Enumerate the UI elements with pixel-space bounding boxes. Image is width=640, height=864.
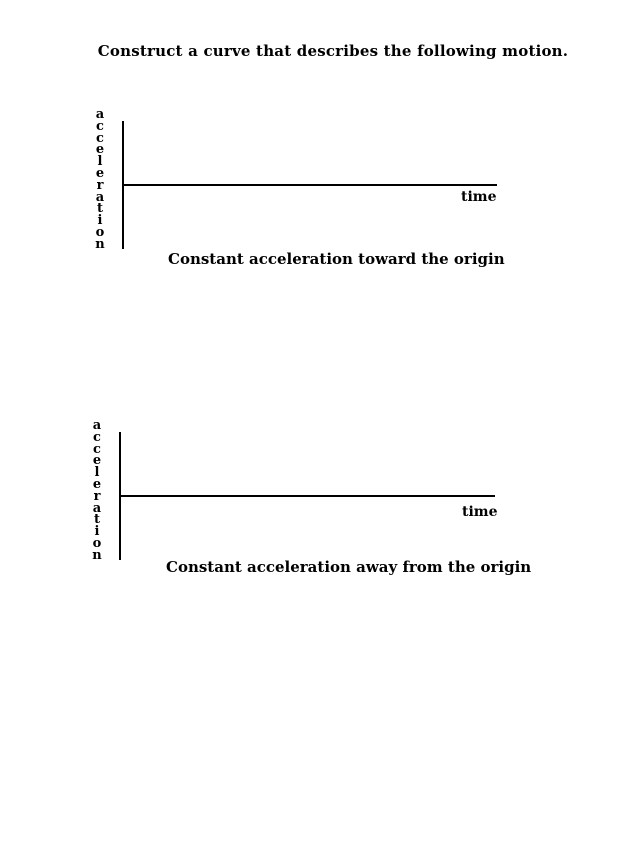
graph-caption: Constant acceleration toward the origin bbox=[168, 250, 505, 268]
y-axis-letter: c bbox=[96, 130, 104, 146]
graph-caption: Constant acceleration away from the origin bbox=[166, 558, 532, 576]
y-axis-letter: e bbox=[95, 142, 105, 158]
y-axis-letter: a bbox=[92, 418, 102, 433]
y-axis-letter: n bbox=[92, 547, 102, 563]
y-axis-letter: t bbox=[93, 512, 100, 528]
y-axis-letter: l bbox=[94, 465, 100, 481]
y-axis-letter: r bbox=[96, 177, 104, 193]
y-axis-letter: a bbox=[95, 189, 105, 205]
x-axis-line bbox=[122, 184, 497, 186]
y-axis-letter: e bbox=[92, 476, 102, 492]
page-title: Construct a curve that describes the following motion. bbox=[97, 42, 569, 60]
x-axis-line bbox=[119, 495, 495, 497]
y-axis-letter: e bbox=[95, 165, 105, 181]
y-axis-letter: c bbox=[93, 429, 101, 445]
y-axis-label bbox=[94, 109, 106, 251]
y-axis-letter: c bbox=[93, 441, 101, 457]
y-axis-letter: n bbox=[95, 236, 105, 252]
y-axis-letter: i bbox=[94, 524, 100, 540]
y-axis-letter: i bbox=[97, 213, 103, 229]
x-axis-label: time bbox=[461, 189, 497, 205]
y-axis-letter: t bbox=[96, 201, 103, 217]
x-axis-label: time bbox=[462, 504, 498, 520]
y-axis-letter: r bbox=[93, 488, 101, 504]
y-axis-letter: a bbox=[95, 107, 105, 122]
y-axis-letter: l bbox=[97, 154, 103, 170]
y-axis-letter: c bbox=[96, 118, 104, 134]
y-axis-label bbox=[91, 420, 103, 562]
y-axis-letter: a bbox=[92, 500, 102, 516]
y-axis-letter: o bbox=[95, 224, 105, 240]
y-axis-letter: o bbox=[92, 535, 102, 551]
y-axis-letter: e bbox=[92, 453, 102, 469]
